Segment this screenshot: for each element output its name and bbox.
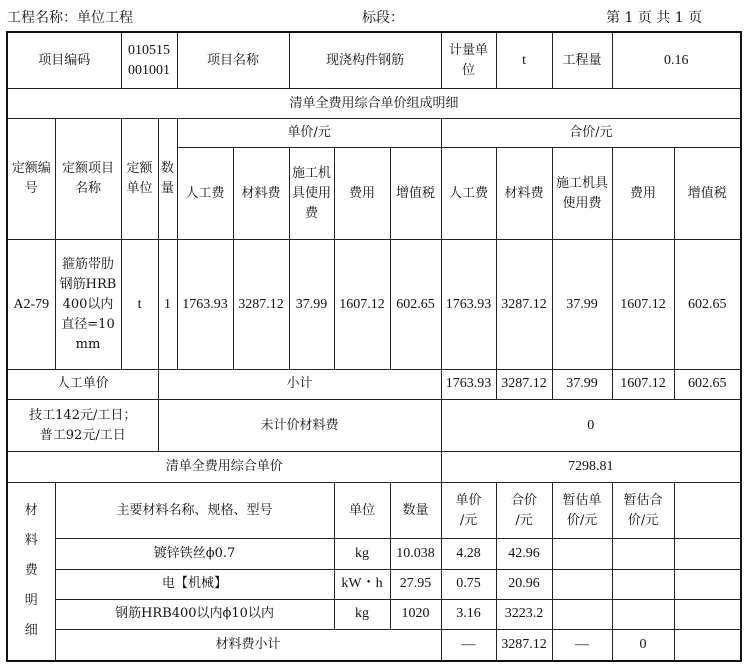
mat-col-name: 主要材料名称、规格、型号 [55, 482, 334, 539]
subtotal-label: 小计 [158, 369, 441, 399]
mat-col-price: 单价 /元 [441, 482, 496, 539]
material-unit: kg [334, 599, 390, 629]
total-row [7, 452, 741, 482]
material-row [7, 539, 741, 569]
name-value: 现浇构件钢筋 [289, 32, 441, 89]
qty-label: 工程量 [552, 32, 612, 89]
subtotal-machine: 37.99 [552, 369, 612, 399]
project-name: 工程名称：单位工程 [7, 10, 133, 26]
material-qty: 1020 [390, 599, 441, 629]
u-labor: 1763.93 [177, 240, 233, 369]
material-subtotal-est-total: 0 [612, 630, 674, 661]
total-value: 7298.81 [441, 452, 741, 482]
material-qty: 10.038 [390, 539, 441, 569]
material-row [7, 599, 741, 629]
u-machine: 37.99 [289, 240, 334, 369]
materials-header-row [7, 482, 741, 539]
code-value: 010515 001001 [121, 32, 177, 89]
mat-col-blank [674, 482, 741, 539]
unit-value: t [496, 32, 552, 89]
material-total: 42.96 [496, 539, 552, 569]
detail-title: 清单全费用综合单价组成明细 [7, 89, 741, 119]
quota-qty: 1 [158, 240, 177, 369]
qty-value: 0.16 [612, 32, 741, 89]
t-labor: 1763.93 [441, 240, 496, 369]
material-price: 3.16 [441, 599, 496, 629]
u-vat: 602.65 [390, 240, 441, 369]
material-qty: 27.95 [390, 569, 441, 599]
mat-col-qty: 数量 [390, 482, 441, 539]
col-u-labor: 人工费 [177, 147, 233, 240]
code-label: 项目编码 [7, 32, 121, 89]
name-label: 项目名称 [177, 32, 289, 89]
t-machine: 37.99 [552, 240, 612, 369]
mat-col-est-price: 暂估单 价/元 [552, 482, 612, 539]
material-subtotal-row [7, 630, 741, 661]
quota-no: A2-79 [7, 240, 55, 369]
col-t-machine: 施工机具使用费 [552, 147, 612, 240]
mat-col-total: 合价 /元 [496, 482, 552, 539]
material-subtotal-total: 3287.12 [496, 630, 552, 661]
col-quantity: 数量 [158, 119, 177, 240]
material-subtotal-est-price: — [552, 630, 612, 661]
item-row [7, 32, 741, 89]
material-price: 4.28 [441, 539, 496, 569]
col-t-labor: 人工费 [441, 147, 496, 240]
subtotal-vat: 602.65 [674, 369, 741, 399]
section-label: 标段： [362, 10, 404, 26]
unit-label: 计量单 位 [441, 32, 496, 89]
subtotal-row [7, 369, 741, 399]
subtotal-labor: 1763.93 [441, 369, 496, 399]
col-t-material: 材料费 [496, 147, 552, 240]
mat-col-est-total: 暂估合 价/元 [612, 482, 674, 539]
material-total: 20.96 [496, 569, 552, 599]
unpriced-material-value: 0 [441, 399, 741, 452]
wages-row [7, 399, 741, 452]
material-unit: kW・h [334, 569, 390, 599]
t-fee: 1607.12 [612, 240, 674, 369]
material-subtotal-price: — [441, 630, 496, 661]
t-vat: 602.65 [674, 240, 741, 369]
quota-name: 箍筋带肋钢筋HRB400以内直径=10 mm [55, 240, 121, 369]
material-subtotal-label: 材料费小计 [55, 630, 441, 661]
page-counter: 第 1 页 共 1 页 [606, 10, 703, 26]
quota-unit: t [121, 240, 158, 369]
material-name: 钢筋HRB400以内ϕ10以内 [55, 599, 334, 629]
u-fee: 1607.12 [334, 240, 390, 369]
unit-price-group: 单价/元 [177, 119, 441, 147]
page-header [0, 0, 750, 30]
mat-col-unit: 单位 [334, 482, 390, 539]
material-row [7, 569, 741, 599]
material-unit: kg [334, 539, 390, 569]
col-u-vat: 增值税 [390, 147, 441, 240]
subtotal-fee: 1607.12 [612, 369, 674, 399]
col-u-fee: 费用 [334, 147, 390, 240]
total-price-group: 合价/元 [441, 119, 741, 147]
col-t-fee: 费用 [612, 147, 674, 240]
col-u-machine: 施工机具使用费 [289, 147, 334, 240]
unpriced-material-label: 未计价材料费 [158, 399, 441, 452]
col-quota-no: 定额编号 [7, 119, 55, 240]
col-t-vat: 增值税 [674, 147, 741, 240]
col-u-material: 材料费 [233, 147, 289, 240]
subtotal-material: 3287.12 [496, 369, 552, 399]
materials-side-label: 材 料 费 明 细 [7, 482, 55, 661]
wage-rates: 技工142元/工日； 普工92元/工日 [7, 399, 158, 452]
unit-price-analysis-table [6, 31, 742, 662]
col-quota-name: 定额项目名称 [55, 119, 121, 240]
material-name: 电【机械】 [55, 569, 334, 599]
t-material: 3287.12 [496, 240, 552, 369]
material-price: 0.75 [441, 569, 496, 599]
labor-unit-price-label: 人工单价 [7, 369, 158, 399]
u-material: 3287.12 [233, 240, 289, 369]
material-total: 3223.2 [496, 599, 552, 629]
total-label: 清单全费用综合单价 [7, 452, 441, 482]
col-quota-unit: 定额单位 [121, 119, 158, 240]
quota-row [7, 240, 741, 369]
material-name: 镀锌铁丝ϕ0.7 [55, 539, 334, 569]
